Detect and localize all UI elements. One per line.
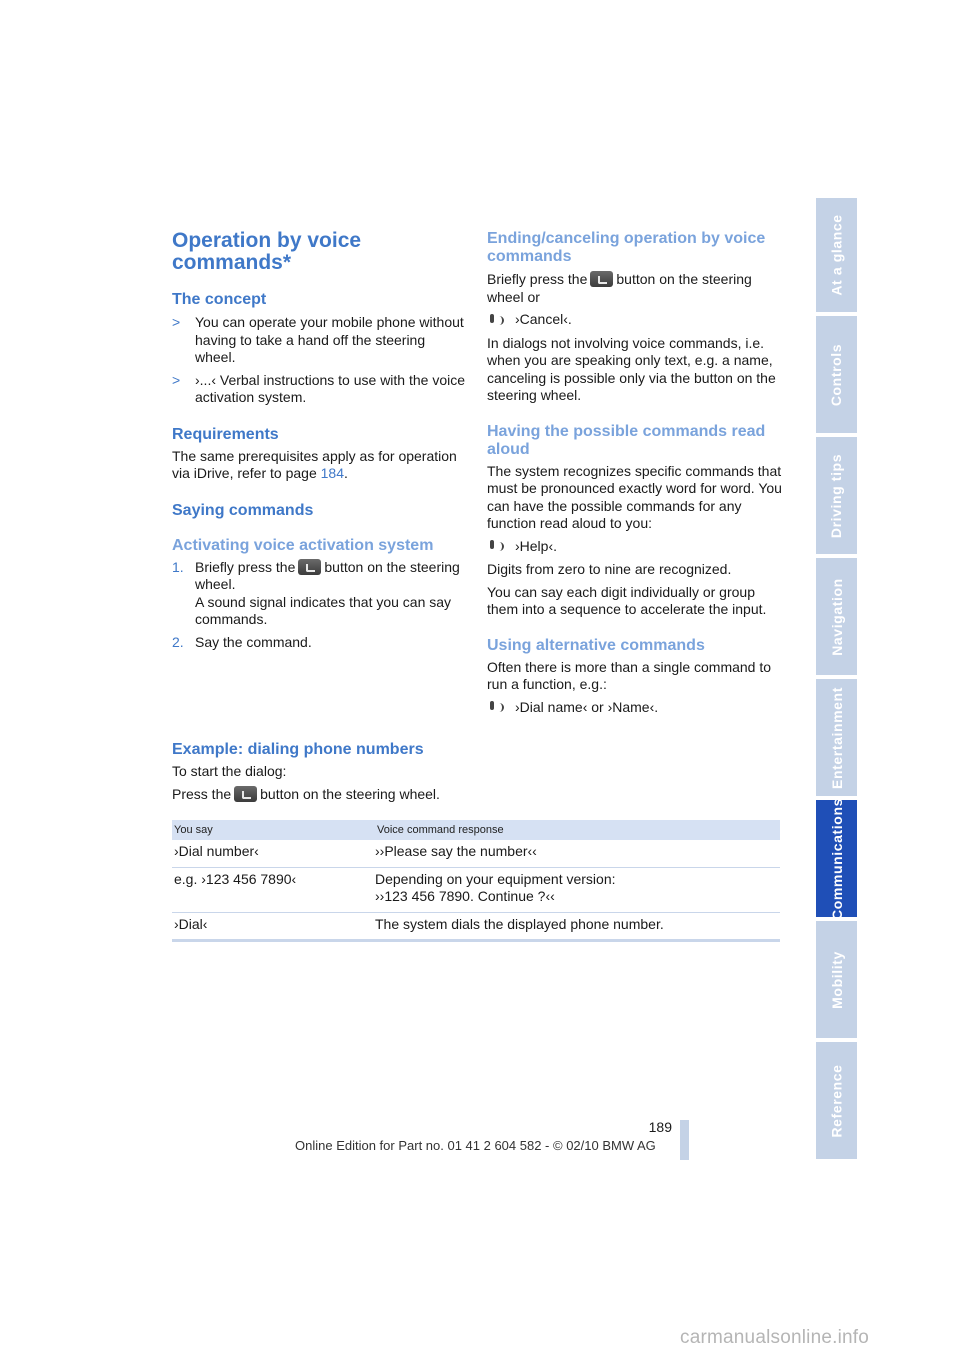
tab-at-a-glance[interactable]: At a glance xyxy=(816,198,857,312)
step-2: 2. Say the command. xyxy=(172,633,312,650)
table-row: e.g. ›123 456 7890‹ Depending on your equipment version: ››123 456 7890. Continue ?‹‹ xyxy=(172,868,780,913)
help-command: ›Help‹. xyxy=(487,538,782,556)
digits-text: Digits from zero to nine are recognized. xyxy=(487,561,732,577)
dialog-table xyxy=(172,820,780,942)
ending-text: In dialogs not involving voice commands, i.e. when you are speaking only text, e.g. a name, canceling is possible only via the button on the steering wheel. xyxy=(487,334,776,403)
table-row: ›Dial number‹ ››Please say the number‹‹ xyxy=(172,840,780,868)
voice-button-icon xyxy=(590,271,613,287)
cancel-command: ›Cancel‹. xyxy=(487,311,782,329)
example-start: To start the dialog: xyxy=(172,763,287,779)
voice-button-icon xyxy=(298,559,321,575)
having-heading: Having the possible commands read aloud xyxy=(487,422,766,458)
ending-instruction: Briefly press the button on the steering wheel or xyxy=(487,271,752,305)
voice-command-icon xyxy=(487,699,509,715)
saying-heading: Saying commands xyxy=(172,501,314,519)
voice-button-icon xyxy=(234,786,257,802)
tab-communications[interactable]: Communications xyxy=(816,800,857,917)
tab-entertainment[interactable]: Entertainment xyxy=(816,679,857,796)
tab-reference[interactable]: Reference xyxy=(816,1042,857,1159)
requirements-heading: Requirements xyxy=(172,425,279,443)
concept-bullet-2: > ›...‹ Verbal instructions to use with the voice activation system. xyxy=(172,371,466,405)
ending-heading: Ending/canceling operation by voice commands xyxy=(487,230,766,265)
tab-mobility[interactable]: Mobility xyxy=(816,921,857,1038)
group-text: You can say each digit individually or group them into a sequence to accelerate the input. xyxy=(487,583,767,617)
example-press: Press the button on the steering wheel. xyxy=(172,785,440,802)
requirements-text: The same prerequisites apply as for operation via iDrive, refer to page 184. xyxy=(172,447,457,481)
page-number: 189 xyxy=(648,1119,672,1135)
page-marker-bar xyxy=(680,1120,689,1160)
table-row: ›Dial‹ The system dials the displayed phone number. xyxy=(172,913,780,943)
example-heading: Example: dialing phone numbers xyxy=(172,741,424,758)
voice-command-icon xyxy=(487,312,509,328)
right-column xyxy=(487,230,782,716)
tab-navigation[interactable]: Navigation xyxy=(816,558,857,675)
having-text: The system recognizes specific commands that must be pronounced exactly word for word. You can have the possible commands for any function read aloud to you: xyxy=(487,462,782,531)
voice-command-icon xyxy=(487,538,509,554)
page-reference-link[interactable]: 184 xyxy=(320,465,344,481)
left-column xyxy=(172,230,467,651)
page-title: Operation by voice commands* xyxy=(172,229,362,274)
watermark: carmanualsonline.info xyxy=(680,1327,870,1348)
tab-controls[interactable]: Controls xyxy=(816,316,857,433)
step-1: 1. Briefly press the button on the steering wheel. A sound signal indicates that you can say commands. xyxy=(172,558,460,627)
table-header: You say Voice command response xyxy=(172,820,780,840)
alt-heading: Using alternative commands xyxy=(487,636,705,654)
concept-bullet-1: > You can operate your mobile phone without having to take a hand off the steering wheel. xyxy=(172,314,464,365)
tab-driving-tips[interactable]: Driving tips xyxy=(816,437,857,554)
activating-heading: Activating voice activation system xyxy=(172,536,434,554)
alt-command: ›Dial name‹ or ›Name‹. xyxy=(487,699,782,717)
edition-footer: Online Edition for Part no. 01 41 2 604 582 - © 02/10 BMW AG xyxy=(295,1138,656,1153)
alt-text: Often there is more than a single command to run a function, e.g.: xyxy=(487,658,772,692)
example-section xyxy=(172,741,780,803)
concept-heading: The concept xyxy=(172,291,267,308)
